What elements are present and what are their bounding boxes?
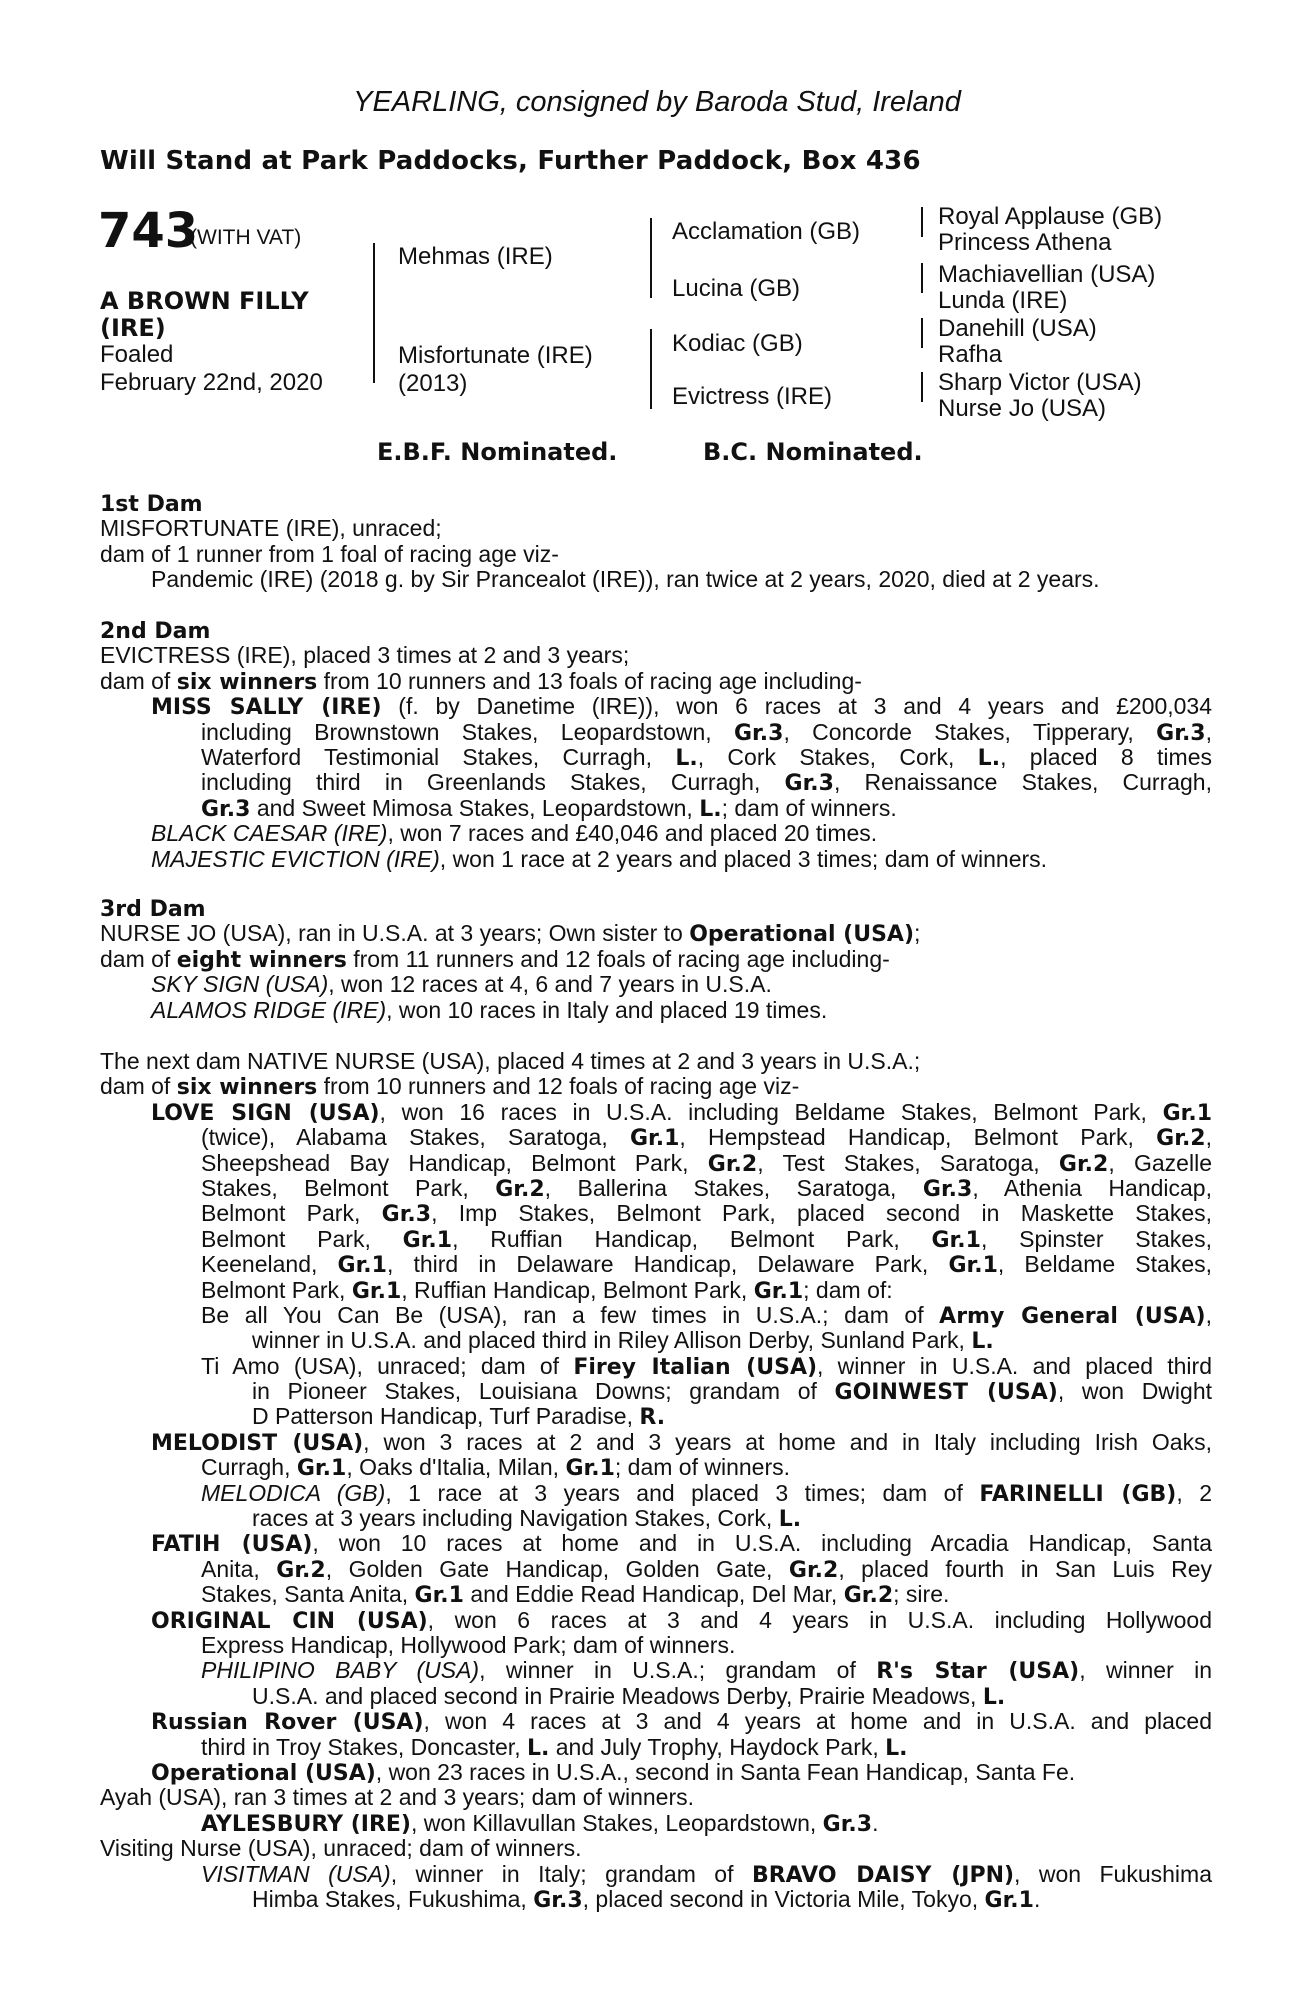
pedigree-dam: Misfortunate (IRE) <box>398 342 593 369</box>
next-dam-line: Stakes, Belmont Park, Gr.2, Ballerina Stakes, Saratoga, Gr.3, Athenia Handicap, <box>201 1174 1212 1202</box>
pedigree-sire-dam: Lucina (GB) <box>672 275 801 302</box>
second-dam-heading: 2nd Dam <box>100 619 211 644</box>
first-dam-section <box>100 491 1212 593</box>
next-dam-line: Sheepshead Bay Handicap, Belmont Park, Gr.2, Test Stakes, Saratoga, Gr.2, Gazelle <box>201 1149 1212 1177</box>
pedigree-sire: Mehmas (IRE) <box>398 243 553 270</box>
next-dam-section <box>100 1049 1212 1912</box>
next-dam-line: MELODICA (GB), 1 race at 3 years and placed 3 times; dam of FARINELLI (GB), 2 <box>201 1479 1212 1507</box>
second-dam-line: Waterford Testimonial Stakes, Curragh, L., Cork Stakes, Cork, L., placed 8 times <box>201 743 1212 771</box>
second-dam-line: BLACK CAESAR (IRE), won 7 races and £40,046 and placed 20 times. <box>151 820 878 847</box>
next-dam-line: Russian Rover (USA), won 4 races at 3 and 4 years at home and in U.S.A. and placed <box>151 1708 1212 1736</box>
next-dam-line: winner in U.S.A. and placed third in Riley Allison Derby, Sunland Park, L. <box>252 1327 994 1355</box>
next-dam-line: Visiting Nurse (USA), unraced; dam of winners. <box>100 1835 582 1862</box>
pedigree-g3: Machiavellian (USA) <box>938 261 1156 288</box>
pedigree-g6: Rafha <box>938 341 1003 368</box>
next-dam-line: The next dam NATIVE NURSE (USA), placed 4 times at 2 and 3 years in U.S.A.; <box>100 1048 921 1074</box>
next-dam-line: Belmont Park, Gr.3, Imp Stakes, Belmont Park, placed second in Maskette Stakes, <box>201 1200 1212 1228</box>
pedigree-dam-dam: Evictress (IRE) <box>672 383 833 410</box>
pedigree-dam-year: (2013) <box>398 370 468 397</box>
second-dam-line: dam of six winners from 10 runners and 13 foals of racing age including- <box>100 667 862 695</box>
third-dam-line: dam of eight winners from 11 runners and 12 foals of racing age including- <box>100 945 890 973</box>
next-dam-line: PHILIPINO BABY (USA), winner in U.S.A.; grandam of R's Star (USA), winner in <box>201 1657 1213 1685</box>
next-dam-line: D Patterson Handicap, Turf Paradise, R. <box>252 1403 666 1431</box>
next-dam-line: LOVE SIGN (USA), won 16 races in U.S.A. including Beldame Stakes, Belmont Park, Gr.1 <box>151 1098 1212 1126</box>
next-dam-line: dam of six winners from 10 runners and 12 foals of racing age viz- <box>100 1073 800 1101</box>
next-dam-line: third in Troy Stakes, Doncaster, L. and July Trophy, Haydock Park, L. <box>201 1733 908 1761</box>
next-dam-line: Ayah (USA), ran 3 times at 2 and 3 years; dam of winners. <box>100 1784 695 1811</box>
third-dam-heading: 3rd Dam <box>100 897 206 922</box>
second-dam-line: Gr.3 and Sweet Mimosa Stakes, Leopardstown, L.; dam of winners. <box>201 794 897 822</box>
pedigree-brace-g1 <box>921 207 923 237</box>
first-dam-line: dam of 1 runner from 1 foal of racing age viz- <box>100 540 559 567</box>
pedigree-g2: Princess Athena <box>938 229 1112 256</box>
third-dam-line: SKY SIGN (USA), won 12 races at 4, 6 and 7 years in U.S.A. <box>151 971 772 998</box>
next-dam-line: Stakes, Santa Anita, Gr.1 and Eddie Read Handicap, Del Mar, Gr.2; sire. <box>201 1581 950 1609</box>
pedigree-g5: Danehill (USA) <box>938 315 1097 342</box>
bc-nomination: B.C. Nominated. <box>703 438 923 466</box>
next-dam-line: Express Handicap, Hollywood Park; dam of winners. <box>201 1631 736 1658</box>
next-dam-line: VISITMAN (USA), winner in Italy; grandam of BRAVO DAISY (JPN), won Fukushima <box>201 1860 1212 1888</box>
second-dam-line: MISS SALLY (IRE) (f. by Danetime (IRE)), won 6 races at 3 and 4 years and £200,034 <box>151 693 1213 721</box>
pedigree-brace-g4 <box>921 372 923 402</box>
next-dam-line: Operational (USA), won 23 races in U.S.A., second in Santa Fean Handicap, Santa Fe. <box>151 1758 1076 1786</box>
foaled-label: Foaled <box>100 341 174 368</box>
ebf-nomination: E.B.F. Nominated. <box>377 438 618 466</box>
foaled-date: February 22nd, 2020 <box>100 369 323 396</box>
next-dam-line: U.S.A. and placed second in Prairie Meadows Derby, Prairie Meadows, L. <box>252 1682 1006 1710</box>
pedigree-brace-main <box>373 243 375 383</box>
pedigree-sire-sire: Acclamation (GB) <box>672 218 861 245</box>
pedigree-brace-g3 <box>921 318 923 348</box>
pedigree-g7: Sharp Victor (USA) <box>938 369 1142 396</box>
pedigree-g8: Nurse Jo (USA) <box>938 395 1107 422</box>
next-dam-line: Keeneland, Gr.1, third in Delaware Handicap, Delaware Park, Gr.1, Beldame Stakes, <box>201 1251 1212 1279</box>
second-dam-section <box>100 618 1212 872</box>
second-dam-line: MAJESTIC EVICTION (IRE), won 1 race at 2 years and placed 3 times; dam of winners. <box>151 845 1048 872</box>
first-dam-heading: 1st Dam <box>100 492 203 517</box>
second-dam-line: including Brownstown Stakes, Leopardstown, Gr.3, Concorde Stakes, Tipperary, Gr.3, <box>201 718 1212 746</box>
next-dam-line: MELODIST (USA), won 3 races at 2 and 3 years at home and in Italy including Irish Oaks, <box>151 1428 1212 1456</box>
third-dam-section <box>100 896 1212 1023</box>
third-dam-line: ALAMOS RIDGE (IRE), won 10 races in Italy and placed 19 times. <box>151 996 828 1023</box>
lot-number: 743 <box>98 203 199 259</box>
lot-country: (IRE) <box>100 314 166 342</box>
pedigree-brace-g2 <box>921 263 923 293</box>
pedigree-g1: Royal Applause (GB) <box>938 203 1163 230</box>
next-dam-line: Ti Amo (USA), unraced; dam of Firey Italian (USA), winner in U.S.A. and placed third <box>201 1352 1212 1380</box>
catalogue-header: YEARLING, consigned by Baroda Stud, Ireland <box>353 86 961 118</box>
next-dam-line: Be all You Can Be (USA), ran a few times in U.S.A.; dam of Army General (USA), <box>201 1301 1213 1329</box>
pedigree-brace-dam <box>650 329 652 409</box>
next-dam-line: Belmont Park, Gr.1, Ruffian Handicap, Belmont Park, Gr.1; dam of: <box>201 1276 893 1304</box>
pedigree-brace-sire <box>650 218 652 298</box>
first-dam-line: MISFORTUNATE (IRE), unraced; <box>100 515 442 542</box>
stand-location: Will Stand at Park Paddocks, Further Paddock, Box 436 <box>100 146 921 176</box>
next-dam-line: races at 3 years including Navigation Stakes, Cork, L. <box>252 1505 802 1533</box>
next-dam-line: Curragh, Gr.1, Oaks d'Italia, Milan, Gr.1; dam of winners. <box>201 1454 791 1482</box>
vat-note: (WITH VAT) <box>190 226 302 249</box>
next-dam-line: (twice), Alabama Stakes, Saratoga, Gr.1, Hempstead Handicap, Belmont Park, Gr.2, <box>201 1124 1212 1152</box>
next-dam-line: in Pioneer Stakes, Louisiana Downs; grandam of GOINWEST (USA), won Dwight <box>252 1378 1212 1406</box>
pedigree-g4: Lunda (IRE) <box>938 287 1068 314</box>
next-dam-line: Belmont Park, Gr.1, Ruffian Handicap, Belmont Park, Gr.1, Spinster Stakes, <box>201 1225 1212 1253</box>
next-dam-line: Himba Stakes, Fukushima, Gr.3, placed second in Victoria Mile, Tokyo, Gr.1. <box>252 1885 1041 1913</box>
second-dam-line: including third in Greenlands Stakes, Curragh, Gr.3, Renaissance Stakes, Curragh, <box>201 769 1212 797</box>
third-dam-line: NURSE JO (USA), ran in U.S.A. at 3 years; Own sister to Operational (USA); <box>100 920 921 948</box>
second-dam-line: EVICTRESS (IRE), placed 3 times at 2 and 3 years; <box>100 642 630 669</box>
lot-description: A BROWN FILLY <box>100 287 309 315</box>
next-dam-line: FATIH (USA), won 10 races at home and in U.S.A. including Arcadia Handicap, Santa <box>151 1530 1212 1558</box>
pedigree-dam-sire: Kodiac (GB) <box>672 330 803 357</box>
next-dam-line: Anita, Gr.2, Golden Gate Handicap, Golden Gate, Gr.2, placed fourth in San Luis Rey <box>201 1555 1212 1583</box>
next-dam-line: ORIGINAL CIN (USA), won 6 races at 3 and 4 years in U.S.A. including Hollywood <box>151 1606 1213 1634</box>
next-dam-line: AYLESBURY (IRE), won Killavullan Stakes, Leopardstown, Gr.3. <box>201 1809 879 1837</box>
first-dam-line: Pandemic (IRE) (2018 g. by Sir Prancealot (IRE)), ran twice at 2 years, 2020, died at 2 years. <box>151 566 1100 593</box>
